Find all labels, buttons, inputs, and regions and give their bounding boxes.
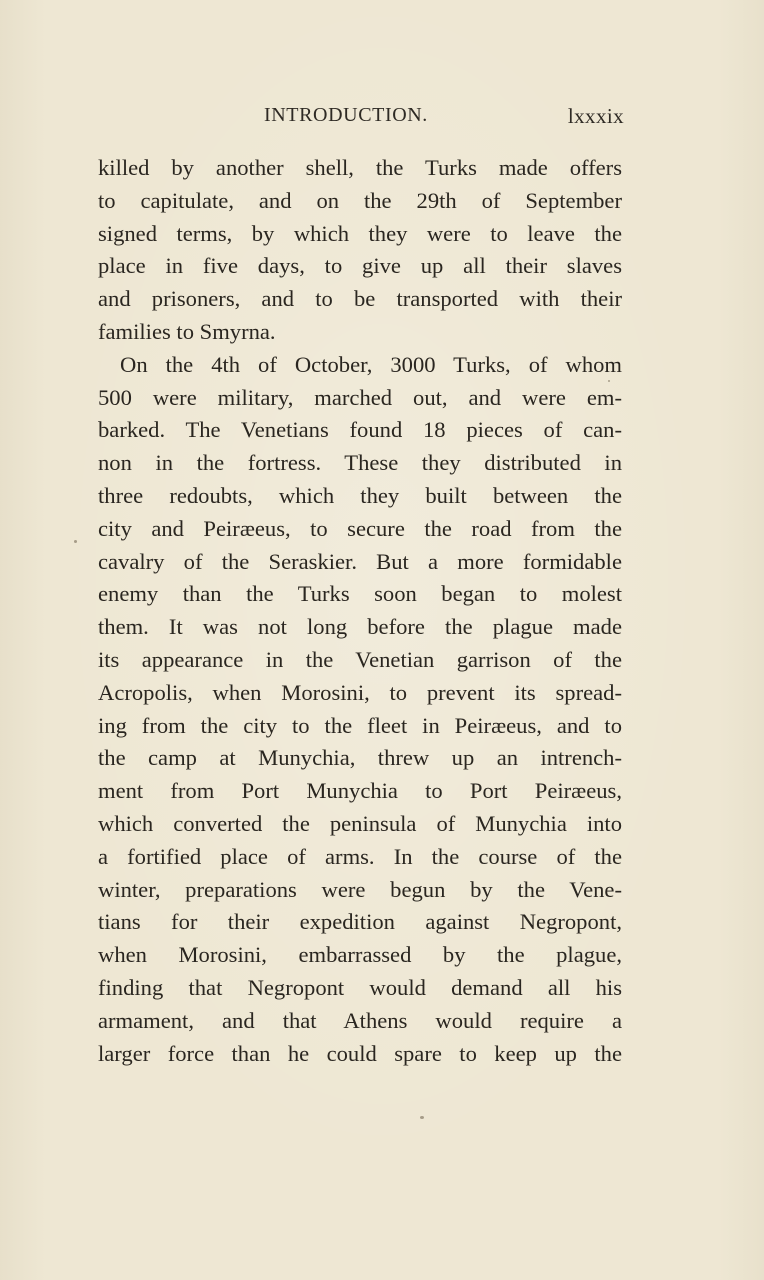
body-text — [98, 152, 622, 1070]
text-line: enemy than the Turks soon began to molest — [98, 581, 622, 607]
text-line: a fortified place of arms. In the course of the — [98, 843, 622, 869]
text-line: to capitulate, and on the 29th of September — [98, 187, 622, 213]
text-line: larger force than he could spare to keep up the — [98, 1040, 622, 1066]
text-line: Acropolis, when Morosini, to prevent its spread- — [98, 679, 622, 705]
text-line: which converted the peninsula of Munychia into — [98, 810, 622, 836]
text-line: families to Smyrna. — [98, 318, 276, 344]
text-line: the camp at Munychia, threw up an intrench- — [98, 745, 622, 771]
text-line: winter, preparations were begun by the Vene- — [98, 876, 622, 902]
text-line: three redoubts, which they built between the — [98, 482, 622, 508]
text-line: its appearance in the Venetian garrison of the — [98, 646, 622, 672]
text-line: tians for their expedition against Negropont, — [98, 909, 622, 935]
text-line: ing from the city to the fleet in Peiræeus, and to — [98, 712, 622, 738]
running-title: INTRODUCTION. — [264, 104, 428, 126]
text-line: signed terms, by which they were to leave the — [98, 220, 622, 246]
text-line: cavalry of the Seraskier. But a more formidable — [98, 548, 622, 574]
page-number: lxxxix — [567, 104, 624, 128]
text-line: city and Peiræeus, to secure the road from the — [98, 515, 622, 541]
text-line: when Morosini, embarrassed by the plague, — [98, 942, 622, 968]
text-line: barked. The Venetians found 18 pieces of can- — [98, 417, 622, 443]
text-line: armament, and that Athens would require a — [98, 1007, 622, 1033]
text-line: them. It was not long before the plague made — [98, 614, 622, 640]
paper-speck — [420, 1116, 424, 1119]
text-line: and prisoners, and to be transported with their — [98, 286, 622, 312]
running-head — [96, 104, 624, 134]
text-line: non in the fortress. These they distributed in — [98, 450, 622, 476]
paper-speck — [608, 380, 610, 382]
text-line: finding that Negropont would demand all his — [98, 974, 622, 1000]
text-line: 500 were military, marched out, and were em- — [98, 384, 622, 410]
text-line: place in five days, to give up all their slaves — [98, 253, 622, 279]
paper-speck — [74, 540, 77, 543]
text-line: ment from Port Munychia to Port Peiræeus, — [98, 778, 622, 804]
paragraph-start-line: On the 4th of October, 3000 Turks, of whom — [120, 351, 622, 377]
text-line: killed by another shell, the Turks made offers — [98, 155, 622, 180]
